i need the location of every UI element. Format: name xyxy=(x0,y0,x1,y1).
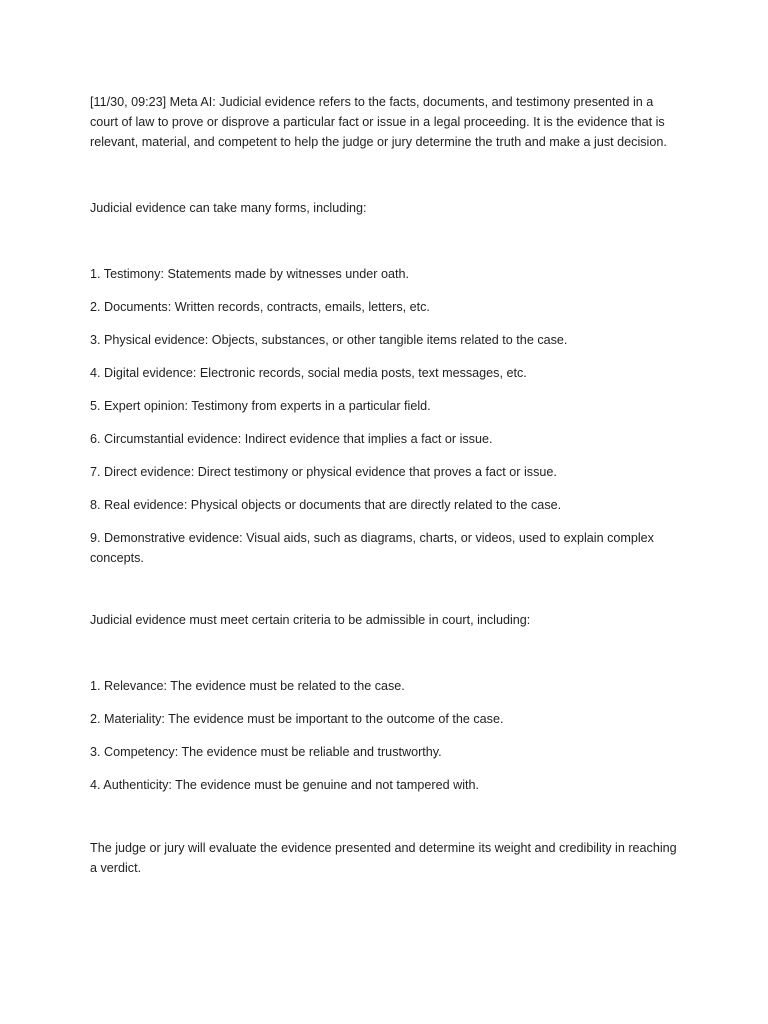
list-item: 4. Authenticity: The evidence must be genuine and not tampered with. xyxy=(90,778,480,792)
document-page xyxy=(90,92,678,878)
list-item: 8. Real evidence: Physical objects or documents that are directly related to the case. xyxy=(90,498,562,512)
evidence-forms-list xyxy=(90,264,678,568)
intro-paragraph: [11/30, 09:23] Meta AI: Judicial evidence refers to the facts, documents, and testimony presented in a court of law to prove or disprove a particular fact or issue in a legal proceeding. It is the evidence that is relevant, material, and competent to help the judge or jury determine the truth and make a just decision. xyxy=(90,95,667,149)
list-item: 2. Documents: Written records, contracts, emails, letters, etc. xyxy=(90,300,430,314)
admissibility-criteria-list xyxy=(90,676,678,795)
list-item: 2. Materiality: The evidence must be important to the outcome of the case. xyxy=(90,712,504,726)
list-item: 3. Competency: The evidence must be reliable and trustworthy. xyxy=(90,745,442,759)
list-item: 7. Direct evidence: Direct testimony or physical evidence that proves a fact or issue. xyxy=(90,465,557,479)
list-item: 4. Digital evidence: Electronic records, social media posts, text messages, etc. xyxy=(90,366,527,380)
criteria-lead-paragraph: Judicial evidence must meet certain criteria to be admissible in court, including: xyxy=(90,613,531,627)
list-item: 1. Testimony: Statements made by witnesses under oath. xyxy=(90,267,409,281)
conclusion-paragraph: The judge or jury will evaluate the evidence presented and determine its weight and credibility in reaching a verdict. xyxy=(90,841,677,875)
list-item: 5. Expert opinion: Testimony from experts in a particular field. xyxy=(90,399,431,413)
list-item: 9. Demonstrative evidence: Visual aids, such as diagrams, charts, or videos, used to explain complex concepts. xyxy=(90,531,654,565)
list-item: 3. Physical evidence: Objects, substances, or other tangible items related to the case. xyxy=(90,333,568,347)
forms-lead-paragraph: Judicial evidence can take many forms, including: xyxy=(90,201,367,215)
list-item: 6. Circumstantial evidence: Indirect evidence that implies a fact or issue. xyxy=(90,432,493,446)
list-item: 1. Relevance: The evidence must be related to the case. xyxy=(90,679,405,693)
